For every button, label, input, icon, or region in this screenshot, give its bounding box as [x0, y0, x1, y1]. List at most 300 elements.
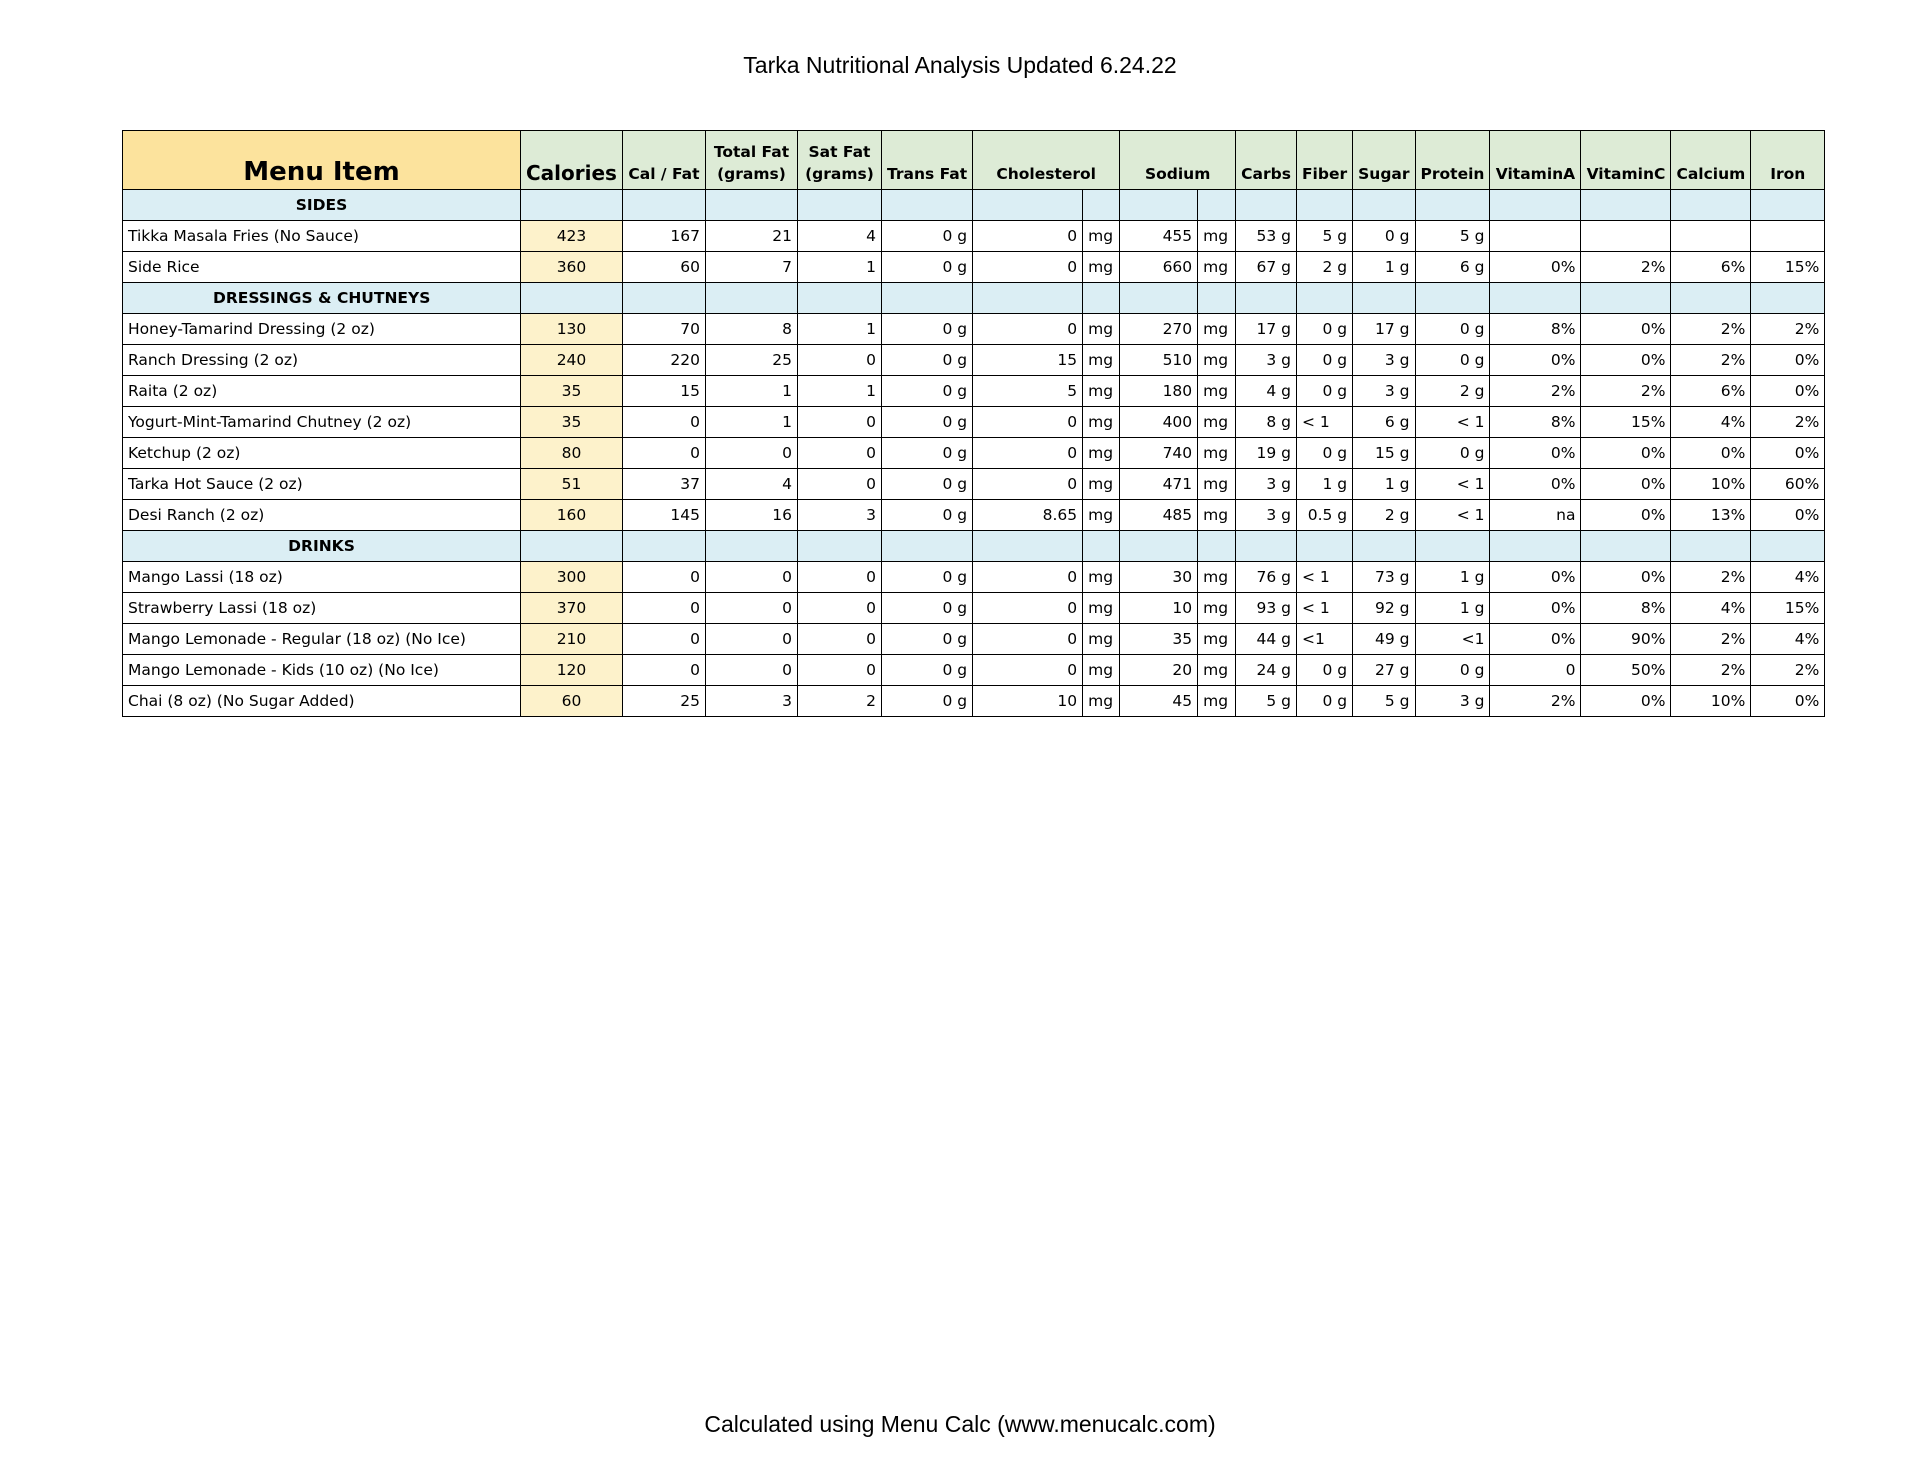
cell-total-fat: 0 — [705, 438, 797, 469]
cell-name: Side Rice — [123, 252, 521, 283]
cell-sugar: 3 g — [1353, 376, 1415, 407]
cell-vitamin-a: 0% — [1490, 252, 1581, 283]
cell-trans-fat: 0 g — [881, 624, 972, 655]
nutrition-table — [122, 130, 1825, 717]
cell-cal-fat: 70 — [622, 314, 705, 345]
table-row — [123, 686, 1825, 717]
cell-cholesterol: 0 — [973, 252, 1083, 283]
cell-carbs: 53 g — [1236, 221, 1297, 252]
header-sugar: Sugar — [1353, 131, 1415, 190]
table-row — [123, 345, 1825, 376]
cell-cal-fat: 145 — [622, 500, 705, 531]
cell-fiber: 2 g — [1296, 252, 1352, 283]
cell-carbs: 93 g — [1236, 593, 1297, 624]
cell-sat-fat: 4 — [797, 221, 881, 252]
cell-trans-fat: 0 g — [881, 252, 972, 283]
cell-vitamin-c: 8% — [1581, 593, 1671, 624]
cell-trans-fat: 0 g — [881, 376, 972, 407]
cell-sodium: 180 — [1120, 376, 1198, 407]
cell-cholesterol: 0 — [973, 469, 1083, 500]
section-header-row — [123, 283, 1825, 314]
cell-cholesterol: 15 — [973, 345, 1083, 376]
header-carbs: Carbs — [1236, 131, 1297, 190]
header-sodium: Sodium — [1120, 131, 1236, 190]
cell-iron: 0% — [1751, 438, 1825, 469]
cell-calcium: 4% — [1671, 407, 1751, 438]
cell-sodium-unit: mg — [1198, 252, 1236, 283]
cell-sat-fat: 1 — [797, 376, 881, 407]
cell-cholesterol-unit: mg — [1083, 221, 1120, 252]
cell-fiber: < 1 — [1296, 562, 1352, 593]
section-filler-cell — [1415, 283, 1490, 314]
table-row — [123, 593, 1825, 624]
cell-iron: 2% — [1751, 655, 1825, 686]
cell-vitamin-c: 90% — [1581, 624, 1671, 655]
cell-name: Desi Ranch (2 oz) — [123, 500, 521, 531]
section-filler-cell — [973, 190, 1083, 221]
cell-cholesterol: 0 — [973, 655, 1083, 686]
cell-carbs: 5 g — [1236, 686, 1297, 717]
cell-sodium: 20 — [1120, 655, 1198, 686]
header-row — [123, 131, 1825, 190]
cell-calories: 360 — [521, 252, 623, 283]
section-filler-cell — [1083, 190, 1120, 221]
cell-cholesterol: 0 — [973, 438, 1083, 469]
cell-calcium: 2% — [1671, 562, 1751, 593]
section-label: SIDES — [123, 190, 521, 221]
cell-calcium: 2% — [1671, 345, 1751, 376]
section-filler-cell — [1083, 283, 1120, 314]
header-total-fat-line2: (grams) — [717, 165, 786, 183]
cell-protein: 1 g — [1415, 593, 1490, 624]
cell-iron — [1751, 221, 1825, 252]
cell-cholesterol-unit: mg — [1083, 686, 1120, 717]
cell-sugar: 15 g — [1353, 438, 1415, 469]
cell-vitamin-a: 0% — [1490, 469, 1581, 500]
cell-sugar: 5 g — [1353, 686, 1415, 717]
cell-vitamin-a — [1490, 221, 1581, 252]
cell-carbs: 44 g — [1236, 624, 1297, 655]
cell-trans-fat: 0 g — [881, 593, 972, 624]
section-filler-cell — [622, 190, 705, 221]
cell-name: Tarka Hot Sauce (2 oz) — [123, 469, 521, 500]
cell-iron: 0% — [1751, 376, 1825, 407]
cell-calories: 210 — [521, 624, 623, 655]
cell-sodium: 270 — [1120, 314, 1198, 345]
cell-cal-fat: 167 — [622, 221, 705, 252]
cell-sodium-unit: mg — [1198, 624, 1236, 655]
cell-sodium-unit: mg — [1198, 314, 1236, 345]
cell-vitamin-c — [1581, 221, 1671, 252]
cell-trans-fat: 0 g — [881, 438, 972, 469]
cell-calories: 60 — [521, 686, 623, 717]
cell-name: Strawberry Lassi (18 oz) — [123, 593, 521, 624]
cell-cholesterol: 10 — [973, 686, 1083, 717]
section-filler-cell — [1671, 283, 1751, 314]
cell-sodium-unit: mg — [1198, 221, 1236, 252]
cell-calories: 160 — [521, 500, 623, 531]
cell-sodium: 485 — [1120, 500, 1198, 531]
cell-sodium: 740 — [1120, 438, 1198, 469]
cell-sodium-unit: mg — [1198, 655, 1236, 686]
cell-calcium: 13% — [1671, 500, 1751, 531]
cell-calcium: 10% — [1671, 686, 1751, 717]
cell-protein: <1 — [1415, 624, 1490, 655]
cell-trans-fat: 0 g — [881, 686, 972, 717]
cell-vitamin-c: 2% — [1581, 376, 1671, 407]
cell-protein: < 1 — [1415, 469, 1490, 500]
cell-cholesterol-unit: mg — [1083, 314, 1120, 345]
cell-cholesterol: 8.65 — [973, 500, 1083, 531]
cell-carbs: 3 g — [1236, 469, 1297, 500]
cell-cholesterol: 0 — [973, 562, 1083, 593]
cell-calcium: 2% — [1671, 655, 1751, 686]
section-filler-cell — [797, 283, 881, 314]
cell-cholesterol-unit: mg — [1083, 407, 1120, 438]
cell-protein: 0 g — [1415, 314, 1490, 345]
table-row — [123, 500, 1825, 531]
section-filler-cell — [521, 283, 623, 314]
cell-sodium-unit: mg — [1198, 407, 1236, 438]
table-row — [123, 407, 1825, 438]
cell-total-fat: 16 — [705, 500, 797, 531]
cell-cal-fat: 15 — [622, 376, 705, 407]
cell-sugar: 6 g — [1353, 407, 1415, 438]
cell-vitamin-a: na — [1490, 500, 1581, 531]
cell-trans-fat: 0 g — [881, 314, 972, 345]
cell-name: Ketchup (2 oz) — [123, 438, 521, 469]
cell-trans-fat: 0 g — [881, 469, 972, 500]
header-cholesterol: Cholesterol — [973, 131, 1120, 190]
cell-sat-fat: 0 — [797, 655, 881, 686]
section-filler-cell — [1671, 190, 1751, 221]
cell-calcium: 2% — [1671, 624, 1751, 655]
cell-sodium: 10 — [1120, 593, 1198, 624]
cell-name: Honey-Tamarind Dressing (2 oz) — [123, 314, 521, 345]
cell-cal-fat: 0 — [622, 562, 705, 593]
cell-calories: 130 — [521, 314, 623, 345]
section-filler-cell — [1198, 283, 1236, 314]
footer-credit: Calculated using Menu Calc (www.menucalc.com) — [704, 1411, 1216, 1437]
cell-sodium: 455 — [1120, 221, 1198, 252]
cell-sodium-unit: mg — [1198, 562, 1236, 593]
cell-name: Raita (2 oz) — [123, 376, 521, 407]
cell-protein: 5 g — [1415, 221, 1490, 252]
cell-cholesterol-unit: mg — [1083, 376, 1120, 407]
cell-vitamin-c: 0% — [1581, 562, 1671, 593]
section-filler-cell — [1581, 190, 1671, 221]
cell-calories: 80 — [521, 438, 623, 469]
section-header-row — [123, 531, 1825, 562]
section-filler-cell — [622, 531, 705, 562]
cell-name: Tikka Masala Fries (No Sauce) — [123, 221, 521, 252]
cell-carbs: 3 g — [1236, 500, 1297, 531]
cell-name: Mango Lemonade - Regular (18 oz) (No Ice) — [123, 624, 521, 655]
section-filler-cell — [1671, 531, 1751, 562]
cell-carbs: 8 g — [1236, 407, 1297, 438]
section-filler-cell — [1198, 190, 1236, 221]
cell-cholesterol-unit: mg — [1083, 438, 1120, 469]
cell-fiber: 0 g — [1296, 345, 1352, 376]
cell-cholesterol-unit: mg — [1083, 655, 1120, 686]
cell-cholesterol: 0 — [973, 624, 1083, 655]
cell-sugar: 2 g — [1353, 500, 1415, 531]
cell-total-fat: 4 — [705, 469, 797, 500]
section-filler-cell — [622, 283, 705, 314]
cell-total-fat: 1 — [705, 376, 797, 407]
cell-fiber: 0 g — [1296, 376, 1352, 407]
section-filler-cell — [973, 283, 1083, 314]
cell-vitamin-c: 2% — [1581, 252, 1671, 283]
cell-vitamin-a: 2% — [1490, 376, 1581, 407]
cell-sat-fat: 1 — [797, 252, 881, 283]
cell-calories: 240 — [521, 345, 623, 376]
section-filler-cell — [1490, 190, 1581, 221]
cell-sodium-unit: mg — [1198, 345, 1236, 376]
section-filler-cell — [1751, 283, 1825, 314]
cell-sat-fat: 0 — [797, 562, 881, 593]
cell-carbs: 19 g — [1236, 438, 1297, 469]
cell-fiber: 1 g — [1296, 469, 1352, 500]
cell-cholesterol: 0 — [973, 221, 1083, 252]
cell-cholesterol: 5 — [973, 376, 1083, 407]
cell-calcium: 4% — [1671, 593, 1751, 624]
cell-calories: 120 — [521, 655, 623, 686]
section-filler-cell — [705, 190, 797, 221]
cell-sodium-unit: mg — [1198, 500, 1236, 531]
cell-sat-fat: 0 — [797, 593, 881, 624]
cell-sat-fat: 0 — [797, 407, 881, 438]
section-filler-cell — [1120, 531, 1198, 562]
header-calories: Calories — [521, 131, 623, 190]
cell-cholesterol-unit: mg — [1083, 252, 1120, 283]
cell-sat-fat: 0 — [797, 345, 881, 376]
cell-vitamin-a: 0% — [1490, 345, 1581, 376]
header-sat-fat — [797, 131, 881, 190]
cell-sat-fat: 3 — [797, 500, 881, 531]
cell-fiber: 5 g — [1296, 221, 1352, 252]
cell-sodium: 30 — [1120, 562, 1198, 593]
cell-vitamin-a: 8% — [1490, 314, 1581, 345]
cell-sodium: 471 — [1120, 469, 1198, 500]
section-filler-cell — [521, 531, 623, 562]
cell-iron: 15% — [1751, 593, 1825, 624]
cell-iron: 60% — [1751, 469, 1825, 500]
cell-total-fat: 25 — [705, 345, 797, 376]
cell-cal-fat: 220 — [622, 345, 705, 376]
cell-sodium-unit: mg — [1198, 438, 1236, 469]
cell-cholesterol-unit: mg — [1083, 345, 1120, 376]
section-filler-cell — [881, 283, 972, 314]
cell-iron: 0% — [1751, 500, 1825, 531]
cell-protein: 1 g — [1415, 562, 1490, 593]
cell-calories: 300 — [521, 562, 623, 593]
cell-calories: 370 — [521, 593, 623, 624]
section-filler-cell — [881, 531, 972, 562]
section-filler-cell — [1198, 531, 1236, 562]
section-filler-cell — [1236, 531, 1297, 562]
table-row — [123, 562, 1825, 593]
cell-carbs: 24 g — [1236, 655, 1297, 686]
section-filler-cell — [797, 531, 881, 562]
section-filler-cell — [1490, 283, 1581, 314]
section-filler-cell — [881, 190, 972, 221]
cell-sugar: 92 g — [1353, 593, 1415, 624]
cell-iron: 4% — [1751, 624, 1825, 655]
cell-sodium-unit: mg — [1198, 469, 1236, 500]
cell-calories: 35 — [521, 376, 623, 407]
table-row — [123, 624, 1825, 655]
header-fiber: Fiber — [1296, 131, 1352, 190]
cell-carbs: 4 g — [1236, 376, 1297, 407]
cell-vitamin-c: 15% — [1581, 407, 1671, 438]
cell-protein: 6 g — [1415, 252, 1490, 283]
cell-sat-fat: 0 — [797, 624, 881, 655]
cell-total-fat: 8 — [705, 314, 797, 345]
cell-carbs: 76 g — [1236, 562, 1297, 593]
cell-total-fat: 0 — [705, 655, 797, 686]
cell-total-fat: 3 — [705, 686, 797, 717]
cell-sodium: 510 — [1120, 345, 1198, 376]
header-sat-fat-line2: (grams) — [805, 165, 874, 183]
cell-cholesterol-unit: mg — [1083, 562, 1120, 593]
cell-total-fat: 7 — [705, 252, 797, 283]
table-body — [123, 190, 1825, 717]
cell-fiber: 0 g — [1296, 686, 1352, 717]
cell-sodium: 400 — [1120, 407, 1198, 438]
cell-total-fat: 0 — [705, 624, 797, 655]
section-filler-cell — [797, 190, 881, 221]
cell-carbs: 67 g — [1236, 252, 1297, 283]
header-trans-fat: Trans Fat — [881, 131, 972, 190]
cell-vitamin-c: 50% — [1581, 655, 1671, 686]
cell-cal-fat: 0 — [622, 407, 705, 438]
cell-iron: 2% — [1751, 314, 1825, 345]
cell-cal-fat: 0 — [622, 593, 705, 624]
cell-trans-fat: 0 g — [881, 562, 972, 593]
cell-fiber: < 1 — [1296, 593, 1352, 624]
section-filler-cell — [1415, 190, 1490, 221]
cell-sodium-unit: mg — [1198, 593, 1236, 624]
cell-trans-fat: 0 g — [881, 407, 972, 438]
cell-calcium: 2% — [1671, 314, 1751, 345]
cell-cal-fat: 60 — [622, 252, 705, 283]
cell-protein: < 1 — [1415, 500, 1490, 531]
cell-sugar: 49 g — [1353, 624, 1415, 655]
cell-total-fat: 21 — [705, 221, 797, 252]
cell-sugar: 3 g — [1353, 345, 1415, 376]
header-vitamin-c: VitaminC — [1581, 131, 1671, 190]
cell-sugar: 17 g — [1353, 314, 1415, 345]
cell-sugar: 0 g — [1353, 221, 1415, 252]
header-cal-fat: Cal / Fat — [622, 131, 705, 190]
cell-carbs: 3 g — [1236, 345, 1297, 376]
cell-iron: 2% — [1751, 407, 1825, 438]
table-row — [123, 221, 1825, 252]
section-filler-cell — [1353, 283, 1415, 314]
cell-fiber: 0 g — [1296, 314, 1352, 345]
cell-protein: 2 g — [1415, 376, 1490, 407]
cell-cholesterol: 0 — [973, 314, 1083, 345]
cell-sugar: 73 g — [1353, 562, 1415, 593]
section-filler-cell — [1236, 283, 1297, 314]
cell-trans-fat: 0 g — [881, 345, 972, 376]
cell-sugar: 1 g — [1353, 252, 1415, 283]
table-row — [123, 655, 1825, 686]
section-filler-cell — [1353, 531, 1415, 562]
cell-fiber: 0.5 g — [1296, 500, 1352, 531]
cell-iron: 0% — [1751, 686, 1825, 717]
cell-calcium: 6% — [1671, 252, 1751, 283]
header-protein: Protein — [1415, 131, 1490, 190]
section-filler-cell — [521, 190, 623, 221]
cell-calcium: 10% — [1671, 469, 1751, 500]
section-filler-cell — [1296, 190, 1352, 221]
cell-fiber: 0 g — [1296, 655, 1352, 686]
section-filler-cell — [1581, 531, 1671, 562]
table-row — [123, 252, 1825, 283]
cell-trans-fat: 0 g — [881, 221, 972, 252]
section-filler-cell — [1120, 190, 1198, 221]
section-label: DRESSINGS & CHUTNEYS — [123, 283, 521, 314]
cell-vitamin-c: 0% — [1581, 686, 1671, 717]
cell-carbs: 17 g — [1236, 314, 1297, 345]
section-filler-cell — [1581, 283, 1671, 314]
section-filler-cell — [1751, 531, 1825, 562]
section-filler-cell — [1236, 190, 1297, 221]
section-filler-cell — [1353, 190, 1415, 221]
cell-calcium: 6% — [1671, 376, 1751, 407]
cell-calcium — [1671, 221, 1751, 252]
cell-sugar: 27 g — [1353, 655, 1415, 686]
cell-protein: 0 g — [1415, 655, 1490, 686]
section-filler-cell — [1751, 190, 1825, 221]
section-label: DRINKS — [123, 531, 521, 562]
cell-cal-fat: 25 — [622, 686, 705, 717]
section-filler-cell — [705, 283, 797, 314]
cell-total-fat: 1 — [705, 407, 797, 438]
section-filler-cell — [1490, 531, 1581, 562]
cell-sodium-unit: mg — [1198, 376, 1236, 407]
cell-vitamin-a: 8% — [1490, 407, 1581, 438]
cell-cal-fat: 37 — [622, 469, 705, 500]
cell-vitamin-c: 0% — [1581, 500, 1671, 531]
cell-trans-fat: 0 g — [881, 655, 972, 686]
cell-sodium: 660 — [1120, 252, 1198, 283]
cell-name: Chai (8 oz) (No Sugar Added) — [123, 686, 521, 717]
header-iron: Iron — [1751, 131, 1825, 190]
table-row — [123, 469, 1825, 500]
cell-protein: 0 g — [1415, 345, 1490, 376]
cell-calories: 423 — [521, 221, 623, 252]
cell-protein: < 1 — [1415, 407, 1490, 438]
cell-sodium: 35 — [1120, 624, 1198, 655]
table-row — [123, 314, 1825, 345]
cell-vitamin-a: 0% — [1490, 438, 1581, 469]
cell-calories: 35 — [521, 407, 623, 438]
cell-cal-fat: 0 — [622, 655, 705, 686]
section-filler-cell — [1296, 531, 1352, 562]
cell-name: Mango Lassi (18 oz) — [123, 562, 521, 593]
cell-cholesterol-unit: mg — [1083, 624, 1120, 655]
header-vitamin-a: VitaminA — [1490, 131, 1581, 190]
cell-vitamin-c: 0% — [1581, 314, 1671, 345]
cell-cholesterol-unit: mg — [1083, 469, 1120, 500]
section-filler-cell — [973, 531, 1083, 562]
cell-fiber: 0 g — [1296, 438, 1352, 469]
cell-trans-fat: 0 g — [881, 500, 972, 531]
cell-sat-fat: 0 — [797, 469, 881, 500]
